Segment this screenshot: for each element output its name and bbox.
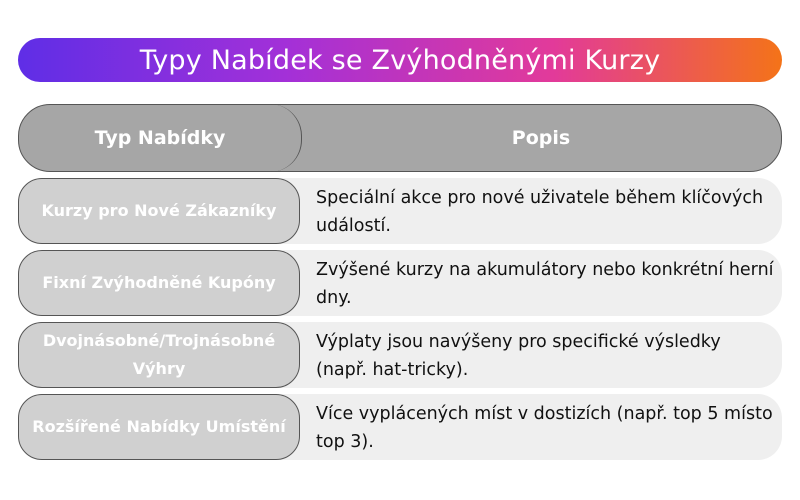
row-description: Zvýšené kurzy na akumulátory nebo konkrétní herní dny.: [316, 260, 774, 308]
table-row: [18, 250, 782, 316]
row-type: Kurzy pro Nové Zákazníky: [18, 178, 300, 244]
header-description: Popis: [511, 126, 571, 149]
row-description: Více vyplácených míst v dostizích (např. top 5 místo top 3).: [316, 404, 773, 452]
table-row: [18, 178, 782, 244]
page-title: Typy Nabídek se Zvýhodněnými Kurzy: [139, 44, 661, 76]
row-type: Dvojnásobné/Trojnásobné Výhry: [18, 322, 300, 388]
row-description: Výplaty jsou navýšeny pro specifické výsledky (např. hat-tricky).: [316, 332, 721, 380]
table-header: [18, 104, 782, 172]
table-row: [18, 394, 782, 460]
row-type: Fixní Zvýhodněné Kupóny: [18, 250, 300, 316]
header-type: Typ Nabídky: [94, 126, 226, 149]
table-row: [18, 322, 782, 388]
title-banner: [18, 38, 782, 82]
row-type: Rozšířené Nabídky Umístění: [18, 394, 300, 460]
row-description: Speciální akce pro nové uživatele během klíčových událostí.: [316, 188, 764, 236]
